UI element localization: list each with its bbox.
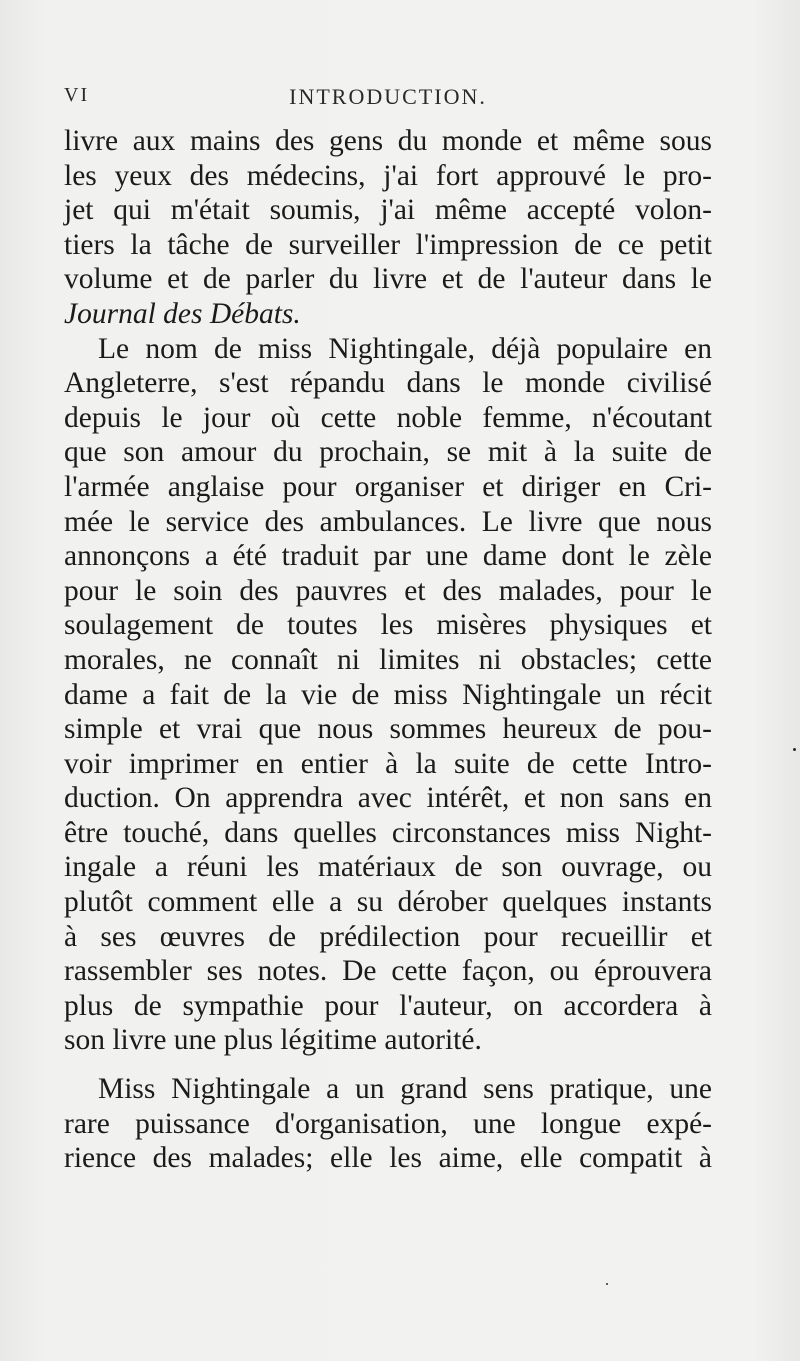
text-line: pour le soin des pauvres et des malades, pour le bbox=[64, 574, 712, 607]
text-line: Miss Nightingale a un grand sens pratique, une bbox=[98, 1073, 712, 1106]
text-line: depuis le jour où cette noble femme, n'écoutant bbox=[64, 401, 712, 434]
text-line: annonçons a été traduit par une dame dont le zèle bbox=[64, 540, 712, 573]
paragraph-2 bbox=[64, 332, 712, 1058]
text-line: plus de sympathie pour l'auteur, on accordera à bbox=[64, 989, 712, 1022]
text-line: les yeux des médecins, j'ai fort approuvé le pro- bbox=[64, 159, 712, 192]
paper-speck bbox=[606, 1283, 608, 1285]
text-line: que son amour du prochain, se mit à la suite de bbox=[64, 436, 712, 469]
text-line: volume et de parler du livre et de l'auteur dans le bbox=[64, 263, 712, 296]
paragraph-3 bbox=[64, 1072, 712, 1176]
text-line: l'armée anglaise pour organiser et diriger en Cri- bbox=[64, 470, 712, 503]
text-line: simple et vrai que nous sommes heureux de pou- bbox=[64, 713, 712, 746]
text-line: soulagement de toutes les misères physiques et bbox=[64, 609, 712, 642]
body-text bbox=[64, 124, 712, 1176]
page-number: VI bbox=[64, 84, 90, 106]
text-line: voir imprimer en entier à la suite de cette Intro- bbox=[64, 747, 712, 780]
journal-title: Journal des Débats. bbox=[64, 297, 301, 330]
text-line: à ses œuvres de prédilection pour recueillir et bbox=[64, 920, 712, 953]
text-line: mée le service des ambulances. Le livre que nous bbox=[64, 505, 712, 538]
text-line: dame a fait de la vie de miss Nightingale un récit bbox=[64, 678, 712, 711]
text-line: jet qui m'était soumis, j'ai même accepté volon- bbox=[64, 194, 712, 227]
text-line: ingale a réuni les matériaux de son ouvrage, ou bbox=[64, 851, 712, 884]
paragraph-spacer bbox=[64, 1058, 712, 1072]
text-line: rassembler ses notes. De cette façon, ou éprouvera bbox=[64, 955, 712, 988]
text-line: duction. On apprendra avec intérêt, et non sans en bbox=[64, 782, 712, 815]
text-line: plutôt comment elle a su dérober quelques instants bbox=[64, 886, 712, 919]
paper-speck bbox=[793, 748, 796, 751]
paragraph-1 bbox=[64, 124, 712, 332]
text-line: rare puissance d'organisation, une longue expé- bbox=[64, 1107, 712, 1140]
running-title: INTRODUCTION. bbox=[289, 84, 487, 109]
text-line: morales, ne connaît ni limites ni obstacles; cette bbox=[64, 643, 712, 676]
text-line: tiers la tâche de surveiller l'impression de ce petit bbox=[64, 228, 712, 261]
text-line: son livre une plus légitime autorité. bbox=[64, 1024, 482, 1057]
text-line: rience des malades; elle les aime, elle compatit à bbox=[64, 1142, 712, 1175]
text-line: Angleterre, s'est répandu dans le monde civilisé bbox=[64, 367, 712, 400]
text-line: livre aux mains des gens du monde et même sous bbox=[64, 125, 712, 157]
text-line: être touché, dans quelles circonstances miss Night- bbox=[64, 816, 712, 849]
running-head bbox=[64, 84, 712, 114]
text-line: Le nom de miss Nightingale, déjà populaire en bbox=[98, 332, 712, 365]
